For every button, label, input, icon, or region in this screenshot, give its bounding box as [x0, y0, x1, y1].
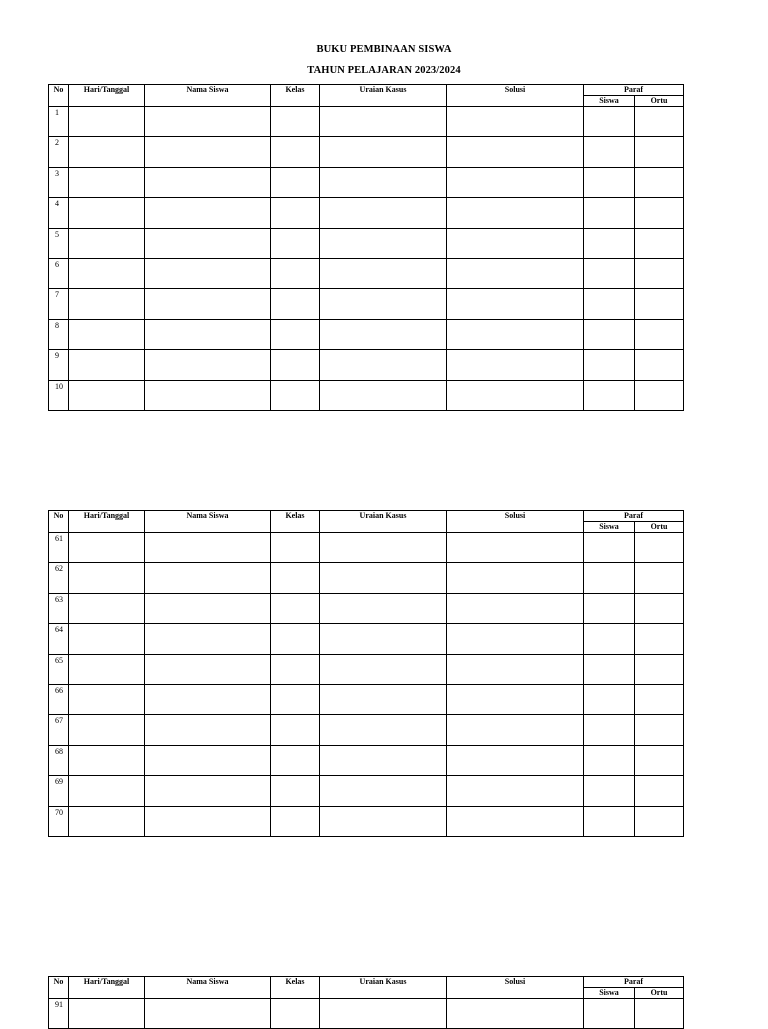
class-cell [271, 654, 320, 684]
case-description-cell [320, 319, 447, 349]
signature-parent-cell [635, 137, 684, 167]
signature-student-cell [584, 228, 635, 258]
signature-parent-cell [635, 563, 684, 593]
row-number: 4 [49, 198, 69, 228]
coaching-log-table [48, 510, 684, 837]
row-number: 6 [49, 258, 69, 288]
column-header-signature: Paraf [584, 85, 684, 96]
solution-cell [447, 624, 584, 654]
class-cell [271, 806, 320, 836]
table-row [49, 624, 684, 654]
table-row [49, 806, 684, 836]
signature-parent-cell [635, 999, 684, 1029]
case-description-cell [320, 107, 447, 137]
date-cell [69, 563, 145, 593]
signature-student-cell [584, 684, 635, 714]
student-name-cell [145, 258, 271, 288]
solution-cell [447, 380, 584, 410]
solution-cell [447, 776, 584, 806]
signature-parent-cell [635, 776, 684, 806]
date-cell [69, 593, 145, 623]
row-number: 69 [49, 776, 69, 806]
column-header-solution: Solusi [447, 977, 584, 999]
column-header-signature-student: Siswa [584, 522, 635, 533]
date-cell [69, 715, 145, 745]
table-row [49, 167, 684, 197]
case-description-cell [320, 624, 447, 654]
student-name-cell [145, 624, 271, 654]
signature-parent-cell [635, 533, 684, 563]
signature-student-cell [584, 289, 635, 319]
student-name-cell [145, 228, 271, 258]
student-name-cell [145, 350, 271, 380]
student-name-cell [145, 593, 271, 623]
row-number: 68 [49, 745, 69, 775]
case-description-cell [320, 745, 447, 775]
date-cell [69, 167, 145, 197]
solution-cell [447, 593, 584, 623]
signature-parent-cell [635, 715, 684, 745]
column-header-class: Kelas [271, 511, 320, 533]
table-row [49, 228, 684, 258]
signature-parent-cell [635, 258, 684, 288]
case-description-cell [320, 258, 447, 288]
student-name-cell [145, 776, 271, 806]
case-description-cell [320, 167, 447, 197]
student-name-cell [145, 563, 271, 593]
date-cell [69, 684, 145, 714]
signature-student-cell [584, 715, 635, 745]
table-row [49, 999, 684, 1029]
solution-cell [447, 319, 584, 349]
class-cell [271, 258, 320, 288]
signature-student-cell [584, 654, 635, 684]
class-cell [271, 715, 320, 745]
row-number: 7 [49, 289, 69, 319]
signature-parent-cell [635, 593, 684, 623]
column-header-date: Hari/Tanggal [69, 977, 145, 999]
solution-cell [447, 563, 584, 593]
column-header-class: Kelas [271, 85, 320, 107]
column-header-signature-parent: Ortu [635, 96, 684, 107]
class-cell [271, 198, 320, 228]
column-header-student-name: Nama Siswa [145, 85, 271, 107]
date-cell [69, 137, 145, 167]
case-description-cell [320, 137, 447, 167]
column-header-case-description: Uraian Kasus [320, 511, 447, 533]
student-name-cell [145, 806, 271, 836]
date-cell [69, 198, 145, 228]
case-description-cell [320, 350, 447, 380]
solution-cell [447, 137, 584, 167]
signature-parent-cell [635, 198, 684, 228]
signature-student-cell [584, 806, 635, 836]
signature-parent-cell [635, 167, 684, 197]
student-name-cell [145, 533, 271, 563]
date-cell [69, 107, 145, 137]
solution-cell [447, 684, 584, 714]
solution-cell [447, 350, 584, 380]
signature-parent-cell [635, 289, 684, 319]
class-cell [271, 745, 320, 775]
class-cell [271, 228, 320, 258]
date-cell [69, 228, 145, 258]
class-cell [271, 380, 320, 410]
row-number: 67 [49, 715, 69, 745]
class-cell [271, 167, 320, 197]
date-cell [69, 289, 145, 319]
row-number: 8 [49, 319, 69, 349]
student-name-cell [145, 380, 271, 410]
row-number: 9 [49, 350, 69, 380]
signature-student-cell [584, 533, 635, 563]
signature-student-cell [584, 107, 635, 137]
signature-parent-cell [635, 684, 684, 714]
column-header-signature-parent: Ortu [635, 522, 684, 533]
column-header-signature-student: Siswa [584, 96, 635, 107]
date-cell [69, 319, 145, 349]
date-cell [69, 776, 145, 806]
case-description-cell [320, 654, 447, 684]
date-cell [69, 806, 145, 836]
case-description-cell [320, 380, 447, 410]
class-cell [271, 319, 320, 349]
signature-parent-cell [635, 806, 684, 836]
case-description-cell [320, 999, 447, 1029]
signature-parent-cell [635, 228, 684, 258]
date-cell [69, 258, 145, 288]
class-cell [271, 289, 320, 319]
row-number: 10 [49, 380, 69, 410]
class-cell [271, 533, 320, 563]
solution-cell [447, 999, 584, 1029]
student-name-cell [145, 107, 271, 137]
column-header-date: Hari/Tanggal [69, 511, 145, 533]
case-description-cell [320, 289, 447, 319]
table-row [49, 198, 684, 228]
signature-student-cell [584, 380, 635, 410]
class-cell [271, 624, 320, 654]
date-cell [69, 745, 145, 775]
signature-student-cell [584, 563, 635, 593]
case-description-cell [320, 533, 447, 563]
row-number: 3 [49, 167, 69, 197]
solution-cell [447, 806, 584, 836]
column-header-solution: Solusi [447, 511, 584, 533]
solution-cell [447, 533, 584, 563]
signature-student-cell [584, 776, 635, 806]
coaching-log-table [48, 84, 684, 411]
column-header-solution: Solusi [447, 85, 584, 107]
solution-cell [447, 258, 584, 288]
signature-student-cell [584, 198, 635, 228]
column-header-no: No [49, 977, 69, 999]
solution-cell [447, 289, 584, 319]
table-row [49, 776, 684, 806]
table-row [49, 289, 684, 319]
solution-cell [447, 198, 584, 228]
solution-cell [447, 654, 584, 684]
table-row [49, 745, 684, 775]
row-number: 61 [49, 533, 69, 563]
column-header-no: No [49, 511, 69, 533]
column-header-class: Kelas [271, 977, 320, 999]
case-description-cell [320, 684, 447, 714]
solution-cell [447, 107, 584, 137]
signature-parent-cell [635, 350, 684, 380]
row-number: 65 [49, 654, 69, 684]
class-cell [271, 563, 320, 593]
student-name-cell [145, 319, 271, 349]
row-number: 70 [49, 806, 69, 836]
table-row [49, 715, 684, 745]
case-description-cell [320, 715, 447, 745]
document-title: BUKU PEMBINAAN SISWA [316, 44, 452, 55]
case-description-cell [320, 806, 447, 836]
case-description-cell [320, 776, 447, 806]
date-cell [69, 380, 145, 410]
class-cell [271, 137, 320, 167]
table-row [49, 319, 684, 349]
student-name-cell [145, 745, 271, 775]
row-number: 66 [49, 684, 69, 714]
student-name-cell [145, 167, 271, 197]
solution-cell [447, 228, 584, 258]
class-cell [271, 350, 320, 380]
row-number: 64 [49, 624, 69, 654]
signature-student-cell [584, 319, 635, 349]
signature-parent-cell [635, 654, 684, 684]
column-header-signature-student: Siswa [584, 988, 635, 999]
table-row [49, 563, 684, 593]
column-header-student-name: Nama Siswa [145, 511, 271, 533]
column-header-signature: Paraf [584, 977, 684, 988]
row-number: 91 [49, 999, 69, 1029]
coaching-log-table [48, 976, 684, 1029]
table-row [49, 137, 684, 167]
row-number: 1 [49, 107, 69, 137]
solution-cell [447, 167, 584, 197]
column-header-student-name: Nama Siswa [145, 977, 271, 999]
date-cell [69, 624, 145, 654]
table-row [49, 593, 684, 623]
case-description-cell [320, 563, 447, 593]
signature-student-cell [584, 999, 635, 1029]
case-description-cell [320, 593, 447, 623]
student-name-cell [145, 137, 271, 167]
table-row [49, 258, 684, 288]
signature-parent-cell [635, 380, 684, 410]
column-header-signature-parent: Ortu [635, 988, 684, 999]
signature-student-cell [584, 350, 635, 380]
table-row [49, 350, 684, 380]
column-header-date: Hari/Tanggal [69, 85, 145, 107]
signature-parent-cell [635, 624, 684, 654]
signature-student-cell [584, 137, 635, 167]
table-row [49, 654, 684, 684]
signature-student-cell [584, 745, 635, 775]
class-cell [271, 593, 320, 623]
table-row [49, 107, 684, 137]
table-row [49, 684, 684, 714]
signature-parent-cell [635, 319, 684, 349]
date-cell [69, 533, 145, 563]
student-name-cell [145, 684, 271, 714]
document-subtitle: TAHUN PELAJARAN 2023/2024 [307, 65, 461, 76]
date-cell [69, 999, 145, 1029]
date-cell [69, 654, 145, 684]
class-cell [271, 999, 320, 1029]
signature-parent-cell [635, 745, 684, 775]
student-name-cell [145, 654, 271, 684]
student-name-cell [145, 999, 271, 1029]
column-header-case-description: Uraian Kasus [320, 977, 447, 999]
row-number: 62 [49, 563, 69, 593]
student-name-cell [145, 289, 271, 319]
signature-parent-cell [635, 107, 684, 137]
signature-student-cell [584, 167, 635, 197]
signature-student-cell [584, 593, 635, 623]
table-row [49, 380, 684, 410]
row-number: 63 [49, 593, 69, 623]
column-header-case-description: Uraian Kasus [320, 85, 447, 107]
solution-cell [447, 745, 584, 775]
student-name-cell [145, 198, 271, 228]
case-description-cell [320, 198, 447, 228]
column-header-no: No [49, 85, 69, 107]
signature-student-cell [584, 258, 635, 288]
column-header-signature: Paraf [584, 511, 684, 522]
row-number: 2 [49, 137, 69, 167]
date-cell [69, 350, 145, 380]
student-name-cell [145, 715, 271, 745]
class-cell [271, 684, 320, 714]
table-row [49, 533, 684, 563]
signature-student-cell [584, 624, 635, 654]
case-description-cell [320, 228, 447, 258]
solution-cell [447, 715, 584, 745]
class-cell [271, 107, 320, 137]
class-cell [271, 776, 320, 806]
row-number: 5 [49, 228, 69, 258]
